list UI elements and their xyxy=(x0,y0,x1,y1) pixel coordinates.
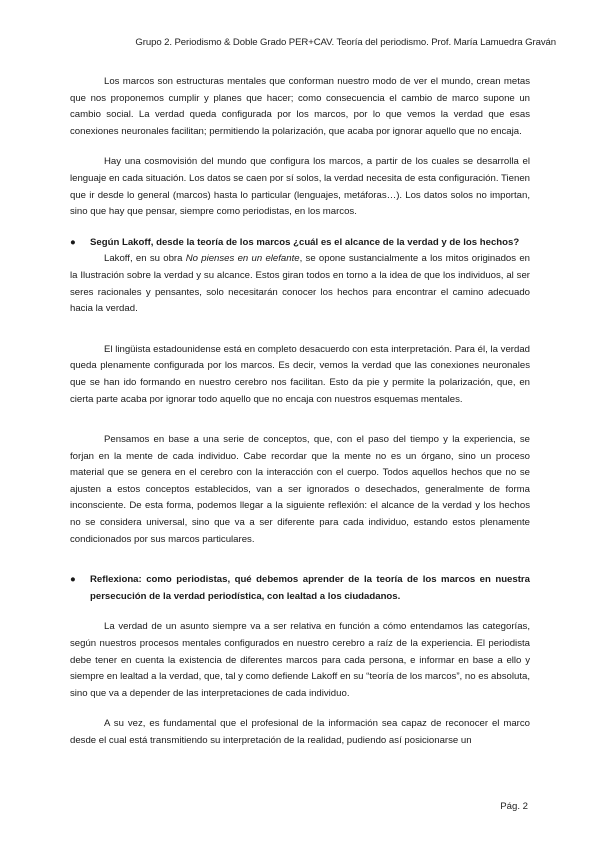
paragraph-marcos-definition: Los marcos son estructuras mentales que conforman nuestro modo de ver el mundo, crean metas que nos proponemos cumplir y planes que hacer; como consecuencia el cambio de marco supone un cambio social. La verdad queda configurada por los marcos, por lo que vemos la verdad que esas conexiones neuronales facilitan; permitiendo la polarización, que acaba por ignorar aquello que no encaja. xyxy=(70,76,530,137)
paragraph-verdad-relativa: La verdad de un asunto siempre va a ser relativa en función a cómo entendamos las categorías, según nuestros procesos mentales configurados en nuestro cerebro a raíz de la experiencia. El periodista debe tener en cuenta la existencia de diferentes marcos para cada persona, e informar en base a ello y siempre en lealtad a la verdad, que, tal y como defiende Lakoff en su “teoría de los marcos”, no es absoluta, sino que va a depender de las interpretaciones de cada individuo. xyxy=(70,621,530,699)
paragraph-linguista: El lingüista estadounidense está en completo desacuerdo con esta interpretación. Para él, la verdad queda plenamente configurada por los marcos. Es decir, vemos la verdad que las conexiones neuronales que se han ido formando en nuestro cerebro nos facilitan. Esto da pie y permite la polarización, que, en cierta parte acaba por ignorar todo aquello que no encaja con nuestros esquemas mentales. xyxy=(70,343,530,405)
bullet-dot: ● xyxy=(70,236,76,248)
paragraph-profesional: A su vez, es fundamental que el profesional de la información sea capaz de reconocer el marco desde el cual está transmitiendo su interpretación de la realidad, pudiendo así posicionarse un xyxy=(70,718,530,746)
paragraph-cosmovision: Hay una cosmovisión del mundo que configura los marcos, a partir de los cuales se desarrolla el lenguaje en cada situación. Los datos se caen por sí solos, la verdad necesita de esta configuración. Tienen que ir desde lo general (marcos) hasta lo particular (lenguajes, metáforas…). Los datos solos no importan, sino que hay que pensar, siempre como periodistas, en los marcos. xyxy=(70,156,530,218)
question-text: Según Lakoff, desde la teoría de los marcos ¿cuál es el alcance de la verdad y de los hechos? xyxy=(90,236,520,248)
book-title: No pienses en un elefante xyxy=(185,253,300,265)
question-lakoff-truth xyxy=(70,235,530,252)
paragraph-lakoff-obra: Lakoff, en su obra No pienses en un elefante, se opone sustancialmente a los mitos originados en la Ilustración sobre la verdad y su alcance. Estos giran todos en torno a la idea de que los individuos, al ser seres racionales y pensantes, solo necesitarán conocer los hechos para encontrar el camino adecuado hacia la verdad. xyxy=(70,253,530,315)
page-number: Pág. 2 xyxy=(500,801,528,812)
page-header: Grupo 2. Periodismo & Doble Grado PER+CAV. Teoría del periodismo. Prof. María Lamuedra Graván xyxy=(135,37,556,48)
bullet-dot: ● xyxy=(70,574,76,586)
paragraph-conceptos: Pensamos en base a una serie de conceptos, que, con el paso del tiempo y la experiencia, se forjan en la mente de cada individuo. Cabe recordar que la mente no es un órgano, sino un proceso material que se genera en el cerebro con la interacción con el cuerpo. Todos aquellos hechos que no se ajusten a estos conceptos establecidos, van a ser ignorados o desechados, generalmente de forma inconsciente. De esta forma, podemos llegar a la siguiente reflexión: el alcance de la verdad y los hechos no se considera universal, sino que va a ser diferente para cada individuo, estando estos plenamente condicionados por sus marcos particulares. xyxy=(70,434,530,545)
question-reflexiona xyxy=(70,572,530,605)
document-body xyxy=(70,74,530,764)
question-text: Reflexiona: como periodistas, qué debemos aprender de la teoría de los marcos en nuestra persecución de la verdad periodística, con lealtad a los ciudadanos. xyxy=(90,574,530,602)
